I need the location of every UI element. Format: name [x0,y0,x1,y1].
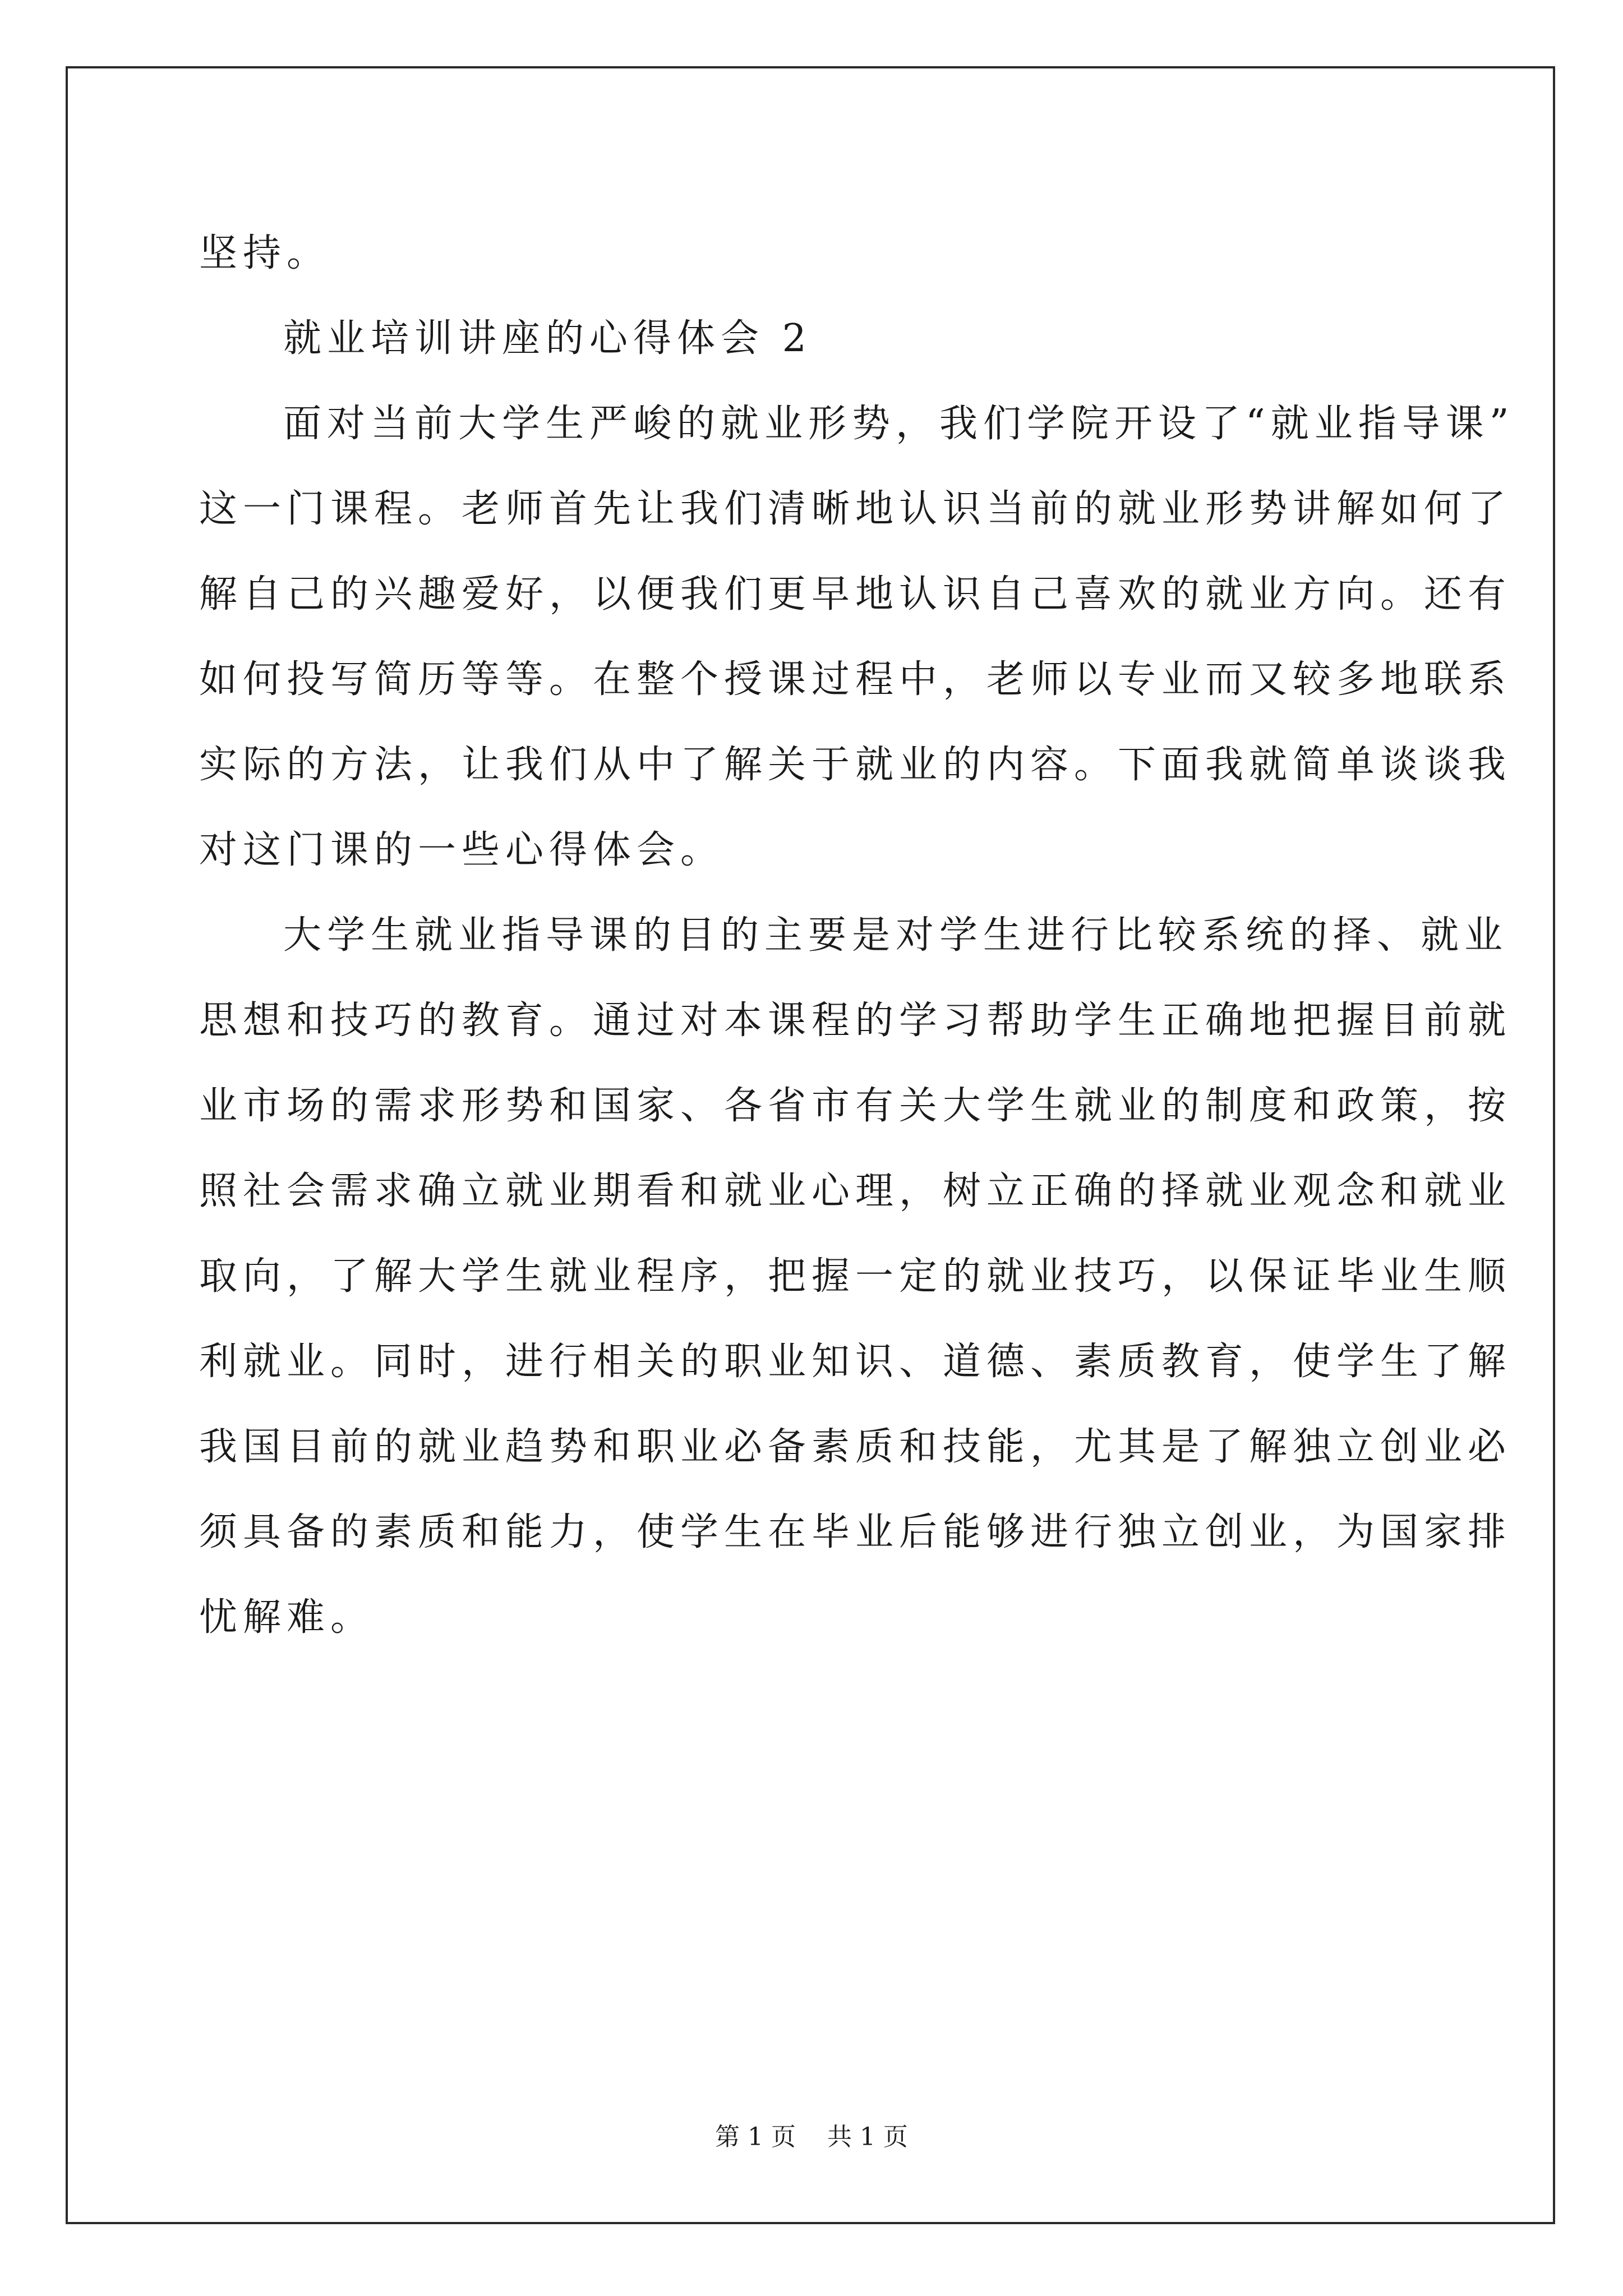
paragraph-2-line-8: 须具备的素质和能力，使学生在毕业后能够进行独立创业，为国家排 [199,1510,1512,1554]
paragraph-1-line-6: 对这门课的一些心得体会。 [199,828,725,872]
paragraph-2-line-6: 利就业。同时，进行相关的职业知识、道德、素质教育，使学生了解 [199,1340,1512,1384]
paragraph-2-line-9: 忧解难。 [199,1595,375,1640]
paragraph-1-line-2: 这一门课程。老师首先让我们清晰地认识当前的就业形势讲解如何了 [199,487,1512,531]
paragraph-2-line-7: 我国目前的就业趋势和职业必备素质和技能，尤其是了解独立创业必 [199,1425,1512,1469]
page-number-footer: 第 1 页 共 1 页 [715,2123,908,2151]
paragraph-2-line-3: 业市场的需求形势和国家、各省市有关大学生就业的制度和政策，按 [199,1084,1512,1128]
paragraph-1-line-4: 如何投写简历等等。在整个授课过程中，老师以专业而又较多地联系 [199,657,1512,702]
text-line-1: 坚持。 [199,231,331,275]
paragraph-2-line-4: 照社会需求确立就业期看和就业心理，树立正确的择就业观念和就业 [199,1169,1512,1213]
paragraph-2-line-1: 大学生就业指导课的目的主要是对学生进行比较系统的择、就业 [283,913,1509,958]
paragraph-1-line-3: 解自己的兴趣爱好，以便我们更早地认识自己喜欢的就业方向。还有 [199,572,1512,616]
paragraph-2-line-2: 思想和技巧的教育。通过对本课程的学习帮助学生正确地把握目前就 [199,999,1512,1043]
paragraph-1-line-1: 面对当前大学生严峻的就业形势，我们学院开设了“就业指导课” [283,402,1515,446]
paragraph-2-line-5: 取向，了解大学生就业程序，把握一定的就业技巧，以保证毕业生顺 [199,1254,1512,1299]
section-heading: 就业培训讲座的心得体会 2 [283,316,812,361]
paragraph-1-line-5: 实际的方法，让我们从中了解关于就业的内容。下面我就简单谈谈我 [199,743,1512,787]
